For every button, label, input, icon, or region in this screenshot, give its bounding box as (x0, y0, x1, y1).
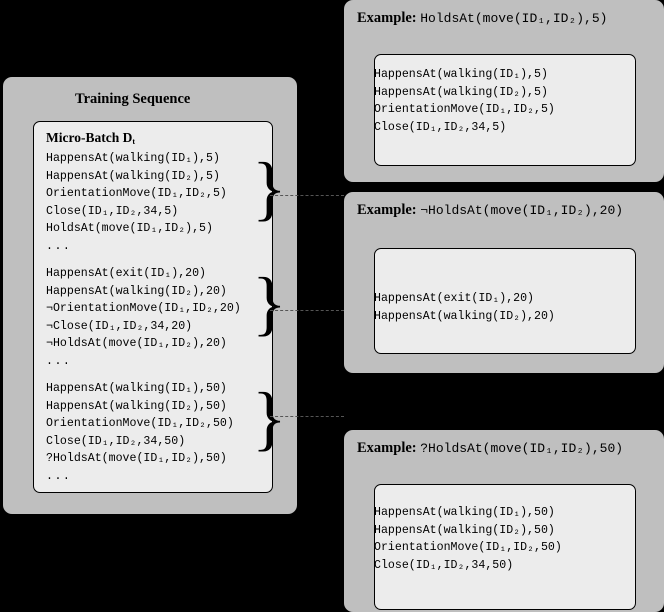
fact-line: HappensAt(walking(ID₂),50) (374, 523, 555, 537)
example-3-body (374, 504, 562, 574)
example-3-query: ?HoldsAt(move(ID₁,ID₂),50) (420, 441, 624, 456)
example-1-label: Example: (357, 10, 417, 26)
fact-line: ¬HoldsAt(move(ID₁,ID₂),20) (46, 337, 227, 351)
micro-batch-box (33, 121, 287, 493)
fact-line: Close(ID₁,ID₂,34,5) (374, 120, 507, 134)
example-panel-1 (344, 0, 664, 182)
example-1-title (357, 10, 607, 27)
connector-line-2 (270, 310, 344, 311)
fact-line: ¬OrientationMove(ID₁,ID₂,20) (46, 302, 241, 316)
example-1-body (374, 66, 555, 136)
group-brace-icon: } (252, 148, 287, 228)
fact-line: HappensAt(walking(ID₂),50) (46, 399, 227, 413)
fact-line: HappensAt(exit(ID₁),20) (374, 292, 535, 305)
group-brace-icon: } (252, 378, 287, 458)
example-2-query: ¬HoldsAt(move(ID₁,ID₂),20) (420, 203, 624, 218)
micro-batch-title (46, 130, 135, 146)
fact-line: OrientationMove(ID₁,ID₂,50) (374, 541, 562, 555)
micro-batch-group-1 (46, 150, 227, 253)
example-3-label: Example: (357, 440, 417, 456)
fact-line: HappensAt(walking(ID₂),5) (374, 85, 548, 99)
example-panel-2 (344, 192, 664, 373)
fact-line: OrientationMove(ID₁,ID₂,50) (46, 417, 234, 431)
fact-line: HappensAt(walking(ID₁),5) (374, 68, 548, 81)
fact-line: OrientationMove(ID₁,ID₂,5) (46, 187, 227, 201)
fact-line: Close(ID₁,ID₂,34,50) (374, 558, 514, 572)
fact-line: ¬Close(ID₁,ID₂,34,20) (46, 319, 193, 333)
example-1-query: HoldsAt(move(ID₁,ID₂),5) (420, 11, 608, 26)
ellipsis: ... (46, 469, 72, 483)
connector-line-1 (270, 195, 344, 196)
fact-line: HappensAt(walking(ID₂),5) (46, 169, 220, 183)
example-2-title (357, 202, 623, 219)
fact-line: HappensAt(walking(ID₁),50) (374, 506, 555, 519)
fact-line: HappensAt(walking(ID₂),20) (374, 309, 555, 323)
group-brace-icon: } (252, 263, 287, 343)
example-3-title (357, 440, 623, 457)
example-2-body (374, 290, 555, 325)
micro-batch-title-text: Micro-Batch D (46, 130, 133, 145)
fact-line: Close(ID₁,ID₂,34,50) (46, 434, 186, 448)
connector-line-3 (270, 416, 344, 417)
micro-batch-title-subscript: t (132, 137, 136, 146)
micro-batch-group-2 (46, 265, 241, 368)
example-2-label: Example: (357, 202, 417, 218)
training-sequence-panel (3, 77, 297, 514)
fact-line: HappensAt(walking(ID₁),5) (46, 152, 220, 165)
training-sequence-title: Training Sequence (75, 91, 191, 107)
fact-line: HappensAt(exit(ID₁),20) (46, 267, 207, 280)
fact-line: Close(ID₁,ID₂,34,5) (46, 204, 179, 218)
fact-line: HappensAt(walking(ID₁),50) (46, 382, 227, 395)
fact-line: HappensAt(walking(ID₂),20) (46, 284, 227, 298)
fact-line: ?HoldsAt(move(ID₁,ID₂),50) (46, 452, 227, 466)
example-panel-3 (344, 430, 664, 612)
ellipsis: ... (46, 239, 72, 253)
ellipsis: ... (46, 354, 72, 368)
fact-line: HoldsAt(move(ID₁,ID₂),5) (46, 222, 213, 236)
fact-line: OrientationMove(ID₁,ID₂,5) (374, 103, 555, 117)
micro-batch-group-3 (46, 380, 234, 483)
